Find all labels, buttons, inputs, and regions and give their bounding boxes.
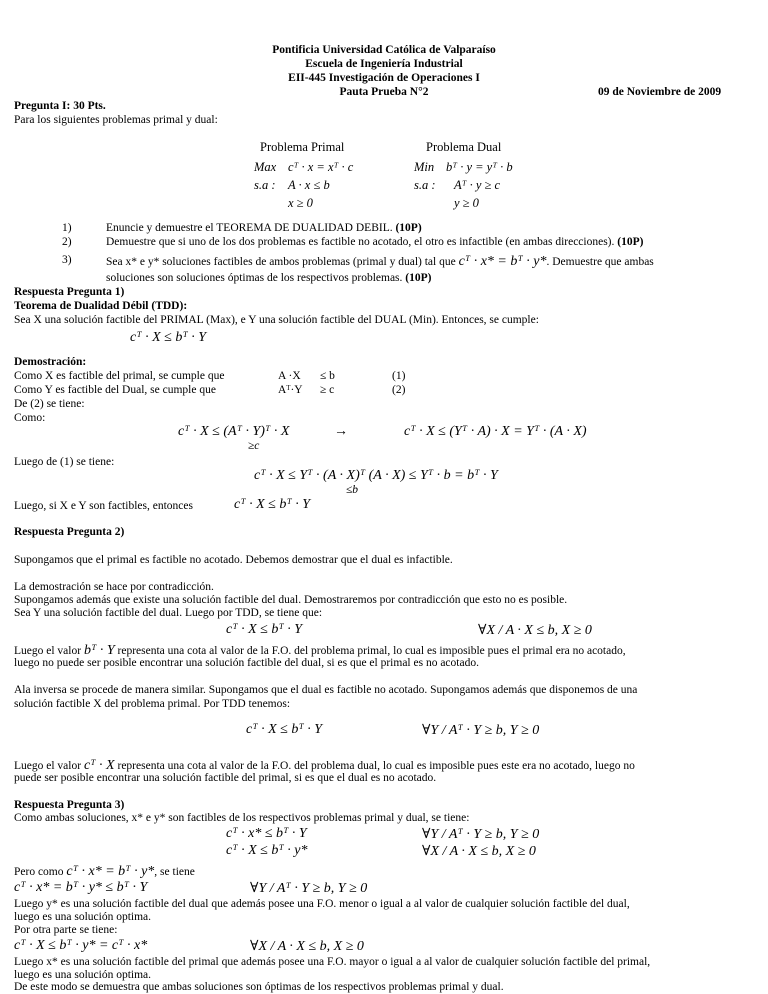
answer3-eq3-cond: ∀Y / Aᵀ · Y ≥ b, Y ≥ 0: [250, 881, 368, 896]
item-3-text-b: . Demuestre que ambas: [546, 256, 654, 268]
answer1-theorem: Teorema de Dualidad Débil (TDD):: [14, 300, 188, 312]
answer3-p1: Como ambas soluciones, x* e y* son factibles de los respectivos problemas primal y dual, se tiene:: [14, 812, 470, 824]
primal-title: Problema Primal: [260, 140, 345, 154]
item-1-points: (10P): [395, 222, 422, 234]
answer1-line-2: Como Y es factible del Dual, se cumple que: [14, 384, 216, 396]
answer3-p3b: luego es una solución optima.: [14, 911, 152, 923]
answer1-eq1b: cᵀ · X ≤ (Yᵀ · A) · X = Yᵀ · (A · X): [404, 424, 587, 439]
answer1-line-2-num: (2): [392, 384, 406, 396]
answer2-p3-pre: Luego el valor: [14, 645, 82, 657]
header-date: 09 de Noviembre de 2009: [598, 86, 722, 98]
dual-constraint-2: y ≥ 0: [454, 196, 479, 210]
dual-title: Problema Dual: [426, 140, 502, 154]
primal-st-label: s.a :: [254, 178, 276, 192]
answer1-line-4: Como:: [14, 412, 46, 424]
answer3-eq4: cᵀ · X ≤ bᵀ · y* = cᵀ · x*: [14, 938, 148, 953]
answer3-eq3: cᵀ · x* = bᵀ · y* ≤ bᵀ · Y: [14, 880, 148, 895]
item-3-line-1: [106, 254, 654, 270]
primal-obj-label: Max: [254, 160, 277, 174]
answer3-p4c: De este modo se demuestra que ambas soluciones son óptimas de los respectivos problemas primal y dual.: [14, 981, 504, 993]
item-1-text: Enuncie y demuestre el TEOREMA DE DUALIDAD DEBIL.: [106, 222, 393, 234]
question-heading: Pregunta I: 30 Pts.: [14, 100, 106, 112]
answer1-line-2-lhs: Aᵀ·Y: [278, 384, 303, 396]
item-3-text-a: Sea x* e y* soluciones factibles de ambos problemas (primal y dual) tal que: [106, 256, 456, 268]
answer1-line-1-num: (1): [392, 370, 406, 382]
answer3-p2-pre: Pero como: [14, 866, 64, 878]
answer3-p3a: Luego y* es una solución factible del dual que además posee una F.O. menor o igual a al valor de cualquier solución factible del dual,: [14, 898, 630, 910]
answer1-line-1-lhs: A ·X: [278, 370, 301, 382]
answer1-heading: Respuesta Pregunta 1): [14, 286, 125, 298]
answer2-p1: Supongamos que el primal es factible no acotado. Debemos demostrar que el dual es infactible.: [14, 554, 453, 566]
answer1-eq1-under: ≥c: [248, 440, 260, 452]
answer3-eq2: cᵀ · X ≤ bᵀ · y*: [226, 843, 308, 858]
item-2-points: (10P): [617, 236, 644, 248]
answer2-p3-line-2: luego no puede ser posible encontrar una solución factible del dual, si es que el primal es no acotado.: [14, 657, 479, 669]
answer1-eq1a: cᵀ · X ≤ (Aᵀ · Y)ᵀ · X: [178, 424, 290, 439]
answer3-heading: Respuesta Pregunta 3): [14, 799, 125, 811]
item-1-number: 1): [62, 222, 72, 234]
answer2-p5-pre: Luego el valor: [14, 760, 82, 772]
item-3-line-2: [106, 272, 431, 284]
answer2-p4b: solución factible X del problema primal. Por TDD tenemos:: [14, 698, 291, 710]
answer3-eq1-cond: ∀Y / Aᵀ · Y ≥ b, Y ≥ 0: [422, 827, 540, 842]
answer3-eq2-cond: ∀X / A · X ≤ b, X ≥ 0: [422, 844, 536, 859]
dual-st-label: s.a :: [414, 178, 436, 192]
answer2-p3-eq: bᵀ · Y: [83, 643, 115, 658]
answer2-p4a: Ala inversa se procede de manera similar. Supongamos que el dual es factible no acotado. Supongamos además que disponemos de una: [14, 684, 638, 696]
answer1-eq1-arrow: →: [334, 424, 348, 439]
dual-constraint-1: Aᵀ · y ≥ c: [454, 178, 501, 192]
answer2-p3-post: representa una cota al valor de la F.O. del problema primal, lo cual es imposible pues el primal era no acotado,: [117, 645, 626, 657]
header-school: Escuela de Ingeniería Industrial: [305, 58, 463, 70]
answer1-demo-label: Demostración:: [14, 356, 87, 368]
answer1-eq2-under: ≤b: [346, 484, 359, 496]
answer3-p2-post: , se tiene: [154, 866, 195, 878]
header-university: Pontificia Universidad Católica de Valparaíso: [272, 44, 496, 56]
answer1-line-1-rel: ≤ b: [320, 370, 335, 382]
answer2-p5-line-2: puede ser posible encontrar una solución factible del primal, si es que el dual es no acotado.: [14, 772, 437, 784]
answer1-line-2-rel: ≥ c: [320, 384, 335, 396]
answer3-p4a: Luego x* es una solución factible del primal que además posee una F.O. mayor o igual a al valor de cualquier solución factible del primal,: [14, 956, 651, 968]
header-course: EII-445 Investigación de Operaciones I: [288, 72, 480, 84]
answer1-eq2: cᵀ · X ≤ Yᵀ · (A · X)ᵀ (A · X) ≤ Yᵀ · b = bᵀ · Y: [254, 468, 498, 483]
item-2: [106, 236, 643, 248]
answer1-line-1: Como X es factible del primal, se cumple que: [14, 370, 225, 382]
primal-obj: cᵀ · x = xᵀ · c: [288, 160, 354, 174]
item-3-equation: cᵀ · x* = bᵀ · y*: [458, 254, 547, 269]
question-intro: Para los siguientes problemas primal y dual:: [14, 114, 218, 126]
answer1-line-6: Luego, si X e Y son factibles, entonces: [14, 500, 193, 512]
answer2-eq2-cond: ∀Y / Aᵀ · Y ≥ b, Y ≥ 0: [422, 723, 540, 738]
answer2-p2c: Sea Y una solución factible del dual. Luego por TDD, se tiene que:: [14, 607, 323, 619]
dual-obj: bᵀ · y = yᵀ · b: [446, 160, 513, 174]
dual-obj-label: Min: [414, 160, 435, 174]
answer1-line-3: De (2) se tiene:: [14, 398, 85, 410]
item-3-number: 3): [62, 254, 72, 266]
primal-constraint-2: x ≥ 0: [288, 196, 313, 210]
answer1-line-5: Luego de (1) se tiene:: [14, 456, 115, 468]
answer3-p2-eq: cᵀ · x* = bᵀ · y*: [66, 864, 155, 879]
answer1-line-6-eq: cᵀ · X ≤ bᵀ · Y: [234, 497, 311, 512]
item-1: [106, 222, 422, 234]
answer2-p5-post: representa una cota al valor de la F.O. del problema dual, lo cual es imposible pues este era no acotado, luego no: [117, 760, 635, 772]
primal-constraint-1: A · x ≤ b: [288, 178, 330, 192]
answer3-eq1: cᵀ · x* ≤ bᵀ · Y: [226, 826, 307, 841]
answer2-eq1: cᵀ · X ≤ bᵀ · Y: [226, 622, 303, 637]
header-title: Pauta Prueba N°2: [339, 86, 429, 98]
answer3-p4b: luego es una solución optima.: [14, 969, 152, 981]
answer1-inequality: cᵀ · X ≤ bᵀ · Y: [130, 330, 207, 345]
item-3-text-c: soluciones son soluciones óptimas de los respectivos problemas.: [106, 272, 403, 284]
answer3-p3c: Por otra parte se tiene:: [14, 924, 118, 936]
answer3-p2: [14, 864, 195, 880]
answer3-eq4-cond: ∀X / A · X ≤ b, X ≥ 0: [250, 939, 364, 954]
answer2-eq2: cᵀ · X ≤ bᵀ · Y: [246, 722, 323, 737]
answer2-p2b: Supongamos además que existe una solución factible del dual. Demostraremos por contradicción que esto no es posible.: [14, 594, 568, 606]
answer2-heading: Respuesta Pregunta 2): [14, 526, 125, 538]
item-2-text: Demuestre que si uno de los dos problemas es factible no acotado, el otro es infactible (en ambas direcciones).: [106, 236, 615, 248]
item-2-number: 2): [62, 236, 72, 248]
answer2-p5-eq: cᵀ · X: [83, 758, 115, 773]
answer2-eq1-cond: ∀X / A · X ≤ b, X ≥ 0: [478, 623, 592, 638]
item-3-points: (10P): [405, 272, 432, 284]
answer1-statement: Sea X una solución factible del PRIMAL (Max), e Y una solución factible del DUAL (Min). Entonces, se cumple:: [14, 314, 539, 326]
answer2-p2a: La demostración se hace por contradicción.: [14, 581, 214, 593]
